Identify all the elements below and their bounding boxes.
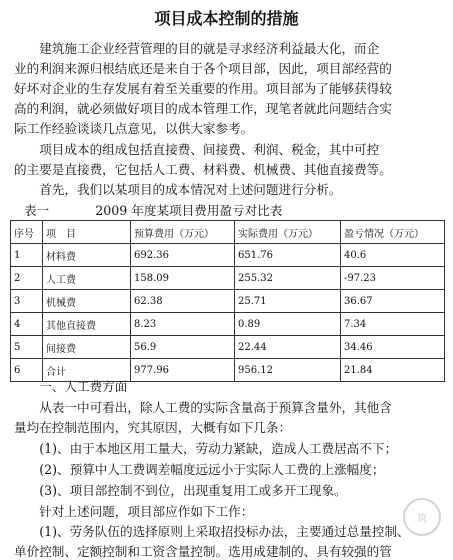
table-cell: 间接费: [43, 336, 131, 359]
table-cell: 651.76: [235, 244, 341, 267]
table-cell: 1: [11, 244, 43, 267]
table-cell: -97.23: [341, 267, 445, 290]
table-cell: 22.44: [235, 336, 341, 359]
paragraph-line: (1)、劳务队伍的选择原则上采取招投标办法，主要通过总量控制、: [14, 524, 410, 539]
table-cell: 36.67: [341, 290, 445, 313]
table-header-cell: 实际费用（万元）: [235, 221, 341, 244]
table-cell: 机械费: [43, 290, 131, 313]
table-cell: 21.84: [341, 359, 445, 382]
section-heading: 一、人工费方面: [14, 379, 128, 394]
paragraph-line: 首先，我们以某项目的成本情况对上述问题进行分析。: [14, 182, 342, 197]
table-cell: 40.6: [341, 244, 445, 267]
watermark-logo: 筑: [403, 498, 441, 536]
table-cell: 6: [11, 359, 43, 382]
table-caption: [24, 200, 282, 219]
paragraph-line: 际工作经验谈谈几点意见，以供大家参考。: [14, 121, 254, 136]
table-cell: 2: [11, 267, 43, 290]
cost-comparison-table: [10, 220, 445, 382]
paragraph-line: 业的利润来源归根结底还是来自于各个项目部，因此，项目部经营的: [14, 61, 392, 76]
table-header-cell: 序号: [11, 221, 43, 244]
table-cell: 692.36: [131, 244, 235, 267]
paragraph-line: 好坏对企业的生存发展有着至关重要的作用。项目部为了能够获得较: [14, 81, 392, 96]
table-cell: 合计: [43, 359, 131, 382]
table-header-cell: 项 目: [43, 221, 131, 244]
paragraph-line: 项目成本的组成包括直接费、间接费、利润、税金，其中可控: [14, 142, 380, 157]
paragraph-line: 针对上述问题，项目部应作如下工作：: [14, 504, 254, 519]
paragraph-line: 高的利润，就必须做好项目的成本管理工作，现笔者就此问题结合实: [14, 101, 392, 116]
paragraph-line: (2)、预算中人工费调差幅度远远小于实际人工费的上涨幅度；: [14, 462, 385, 477]
table-cell: 5: [11, 336, 43, 359]
paragraph-line: (1)、由于本地区用工量大，劳动力紧缺，造成人工费居高不下；: [14, 441, 398, 456]
table-cell: 158.09: [131, 267, 235, 290]
paragraph-line: 从表一中可看出，除人工费的实际含量高于预算含量外，其他含: [14, 400, 392, 415]
table-header-row: [11, 221, 445, 244]
table-cell: 34.46: [341, 336, 445, 359]
table-cell: 材料费: [43, 244, 131, 267]
table-cell: 3: [11, 290, 43, 313]
table-cell: 255.32: [235, 267, 341, 290]
paragraph-line: 单价控制、定额控制和工资含量控制。选用成建制的、具有较强的管: [14, 544, 392, 559]
table-caption-text: 2009 年度某项目费用盈亏对比表: [95, 203, 283, 218]
table-row: [11, 336, 445, 359]
table-cell: 4: [11, 313, 43, 336]
paragraph-line: 建筑施工企业经营管理的目的就是寻求经济利益最大化，而企: [14, 41, 380, 56]
table-cell: 56.9: [131, 336, 235, 359]
table-header-cell: 预算费用（万元）: [131, 221, 235, 244]
table-row: [11, 313, 445, 336]
table-cell: 8.23: [131, 313, 235, 336]
table-caption-label: 表一: [24, 203, 50, 218]
paragraph-line: (3)、项目部控制不到位，出现重复用工或多开工现象。: [14, 483, 347, 498]
paragraph-line: 量均在控制范围内，究其原因，大概有如下几条：: [14, 420, 292, 435]
table-cell: 7.34: [341, 313, 445, 336]
paragraph-line: 的主要是直接费，它包括人工费、材料费、机械费、其他直接费等。: [14, 162, 392, 177]
document-title: 项目成本控制的措施: [154, 9, 299, 28]
table-cell: 25.71: [235, 290, 341, 313]
table-cell: 人工费: [43, 267, 131, 290]
table-cell: 977.96: [131, 359, 235, 382]
table-cell: 0.89: [235, 313, 341, 336]
table-cell: 其他直接费: [43, 313, 131, 336]
table-row: [11, 290, 445, 313]
table-header-cell: 盈亏情况（万元）: [341, 221, 445, 244]
table-row: [11, 267, 445, 290]
table-cell: 956.12: [235, 359, 341, 382]
table-cell: 62.38: [131, 290, 235, 313]
table-row: [11, 244, 445, 267]
